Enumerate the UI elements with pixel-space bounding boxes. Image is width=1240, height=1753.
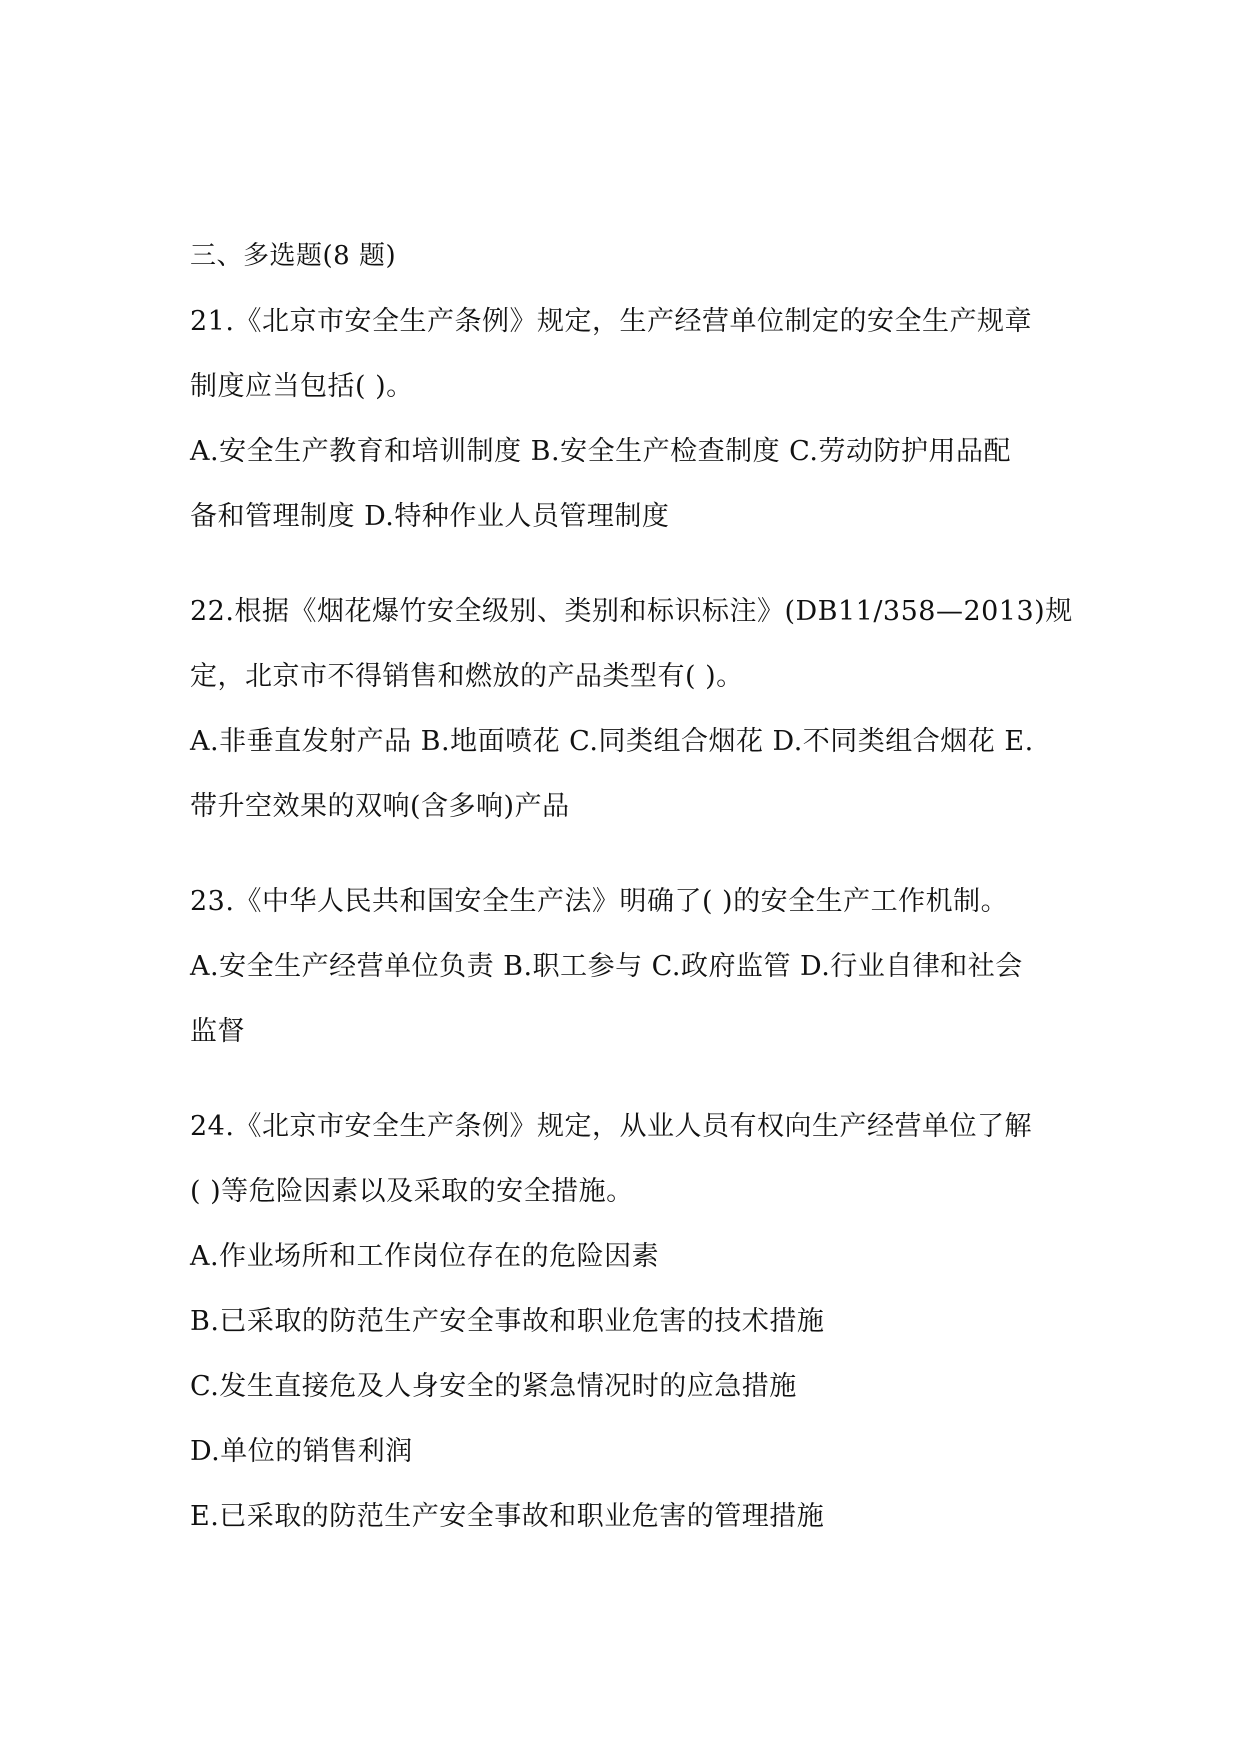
question-23-options-line-1: A.安全生产经营单位负责 B.职工参与 C.政府监管 D.行业自律和社会 <box>190 951 1023 982</box>
question-21-line-1: 21.《北京市安全生产条例》规定，生产经营单位制定的安全生产规章 <box>190 306 1032 337</box>
question-24-option-d: D.单位的销售利润 <box>190 1436 413 1467</box>
question-21 <box>190 289 1060 549</box>
question-22-options-line-2: 带升空效果的双响(含多响)产品 <box>190 791 570 822</box>
question-spacer <box>190 1064 1060 1094</box>
question-22 <box>190 579 1073 839</box>
question-24-option-b: B.已采取的防范生产安全事故和职业危害的技术措施 <box>190 1306 825 1337</box>
question-22-line-1: 22.根据《烟花爆竹安全级别、类别和标识标注》(DB11/358—2013)规 <box>190 596 1073 627</box>
question-22-line-2: 定，北京市不得销售和燃放的产品类型有( )。 <box>190 661 744 692</box>
question-24-option-e: E.已采取的防范生产安全事故和职业危害的管理措施 <box>190 1501 825 1532</box>
question-24-line-1: 24.《北京市安全生产条例》规定，从业人员有权向生产经营单位了解 <box>190 1111 1032 1142</box>
question-21-line-2: 制度应当包括( )。 <box>190 371 414 402</box>
question-24-option-c: C.发生直接危及人身安全的紧急情况时的应急措施 <box>190 1371 797 1402</box>
question-24-line-2: ( )等危险因素以及采取的安全措施。 <box>190 1176 634 1207</box>
question-spacer <box>190 839 1060 869</box>
question-24 <box>190 1094 1060 1549</box>
question-21-options-line-1: A.安全生产教育和培训制度 B.安全生产检查制度 C.劳动防护用品配 <box>190 436 1011 467</box>
question-22-options-line-1: A.非垂直发射产品 B.地面喷花 C.同类组合烟花 D.不同类组合烟花 E. <box>190 726 1034 757</box>
question-spacer <box>190 549 1060 579</box>
question-23-options-line-2: 监督 <box>190 1016 245 1047</box>
page-content <box>190 224 1073 1549</box>
question-23 <box>190 869 1060 1064</box>
section-title: 三、多选题(8 题) <box>190 241 397 271</box>
question-23-line-1: 23.《中华人民共和国安全生产法》明确了( )的安全生产工作机制。 <box>190 886 1009 917</box>
question-24-option-a: A.作业场所和工作岗位存在的危险因素 <box>190 1241 660 1272</box>
question-21-options-line-2: 备和管理制度 D.特种作业人员管理制度 <box>190 501 670 532</box>
